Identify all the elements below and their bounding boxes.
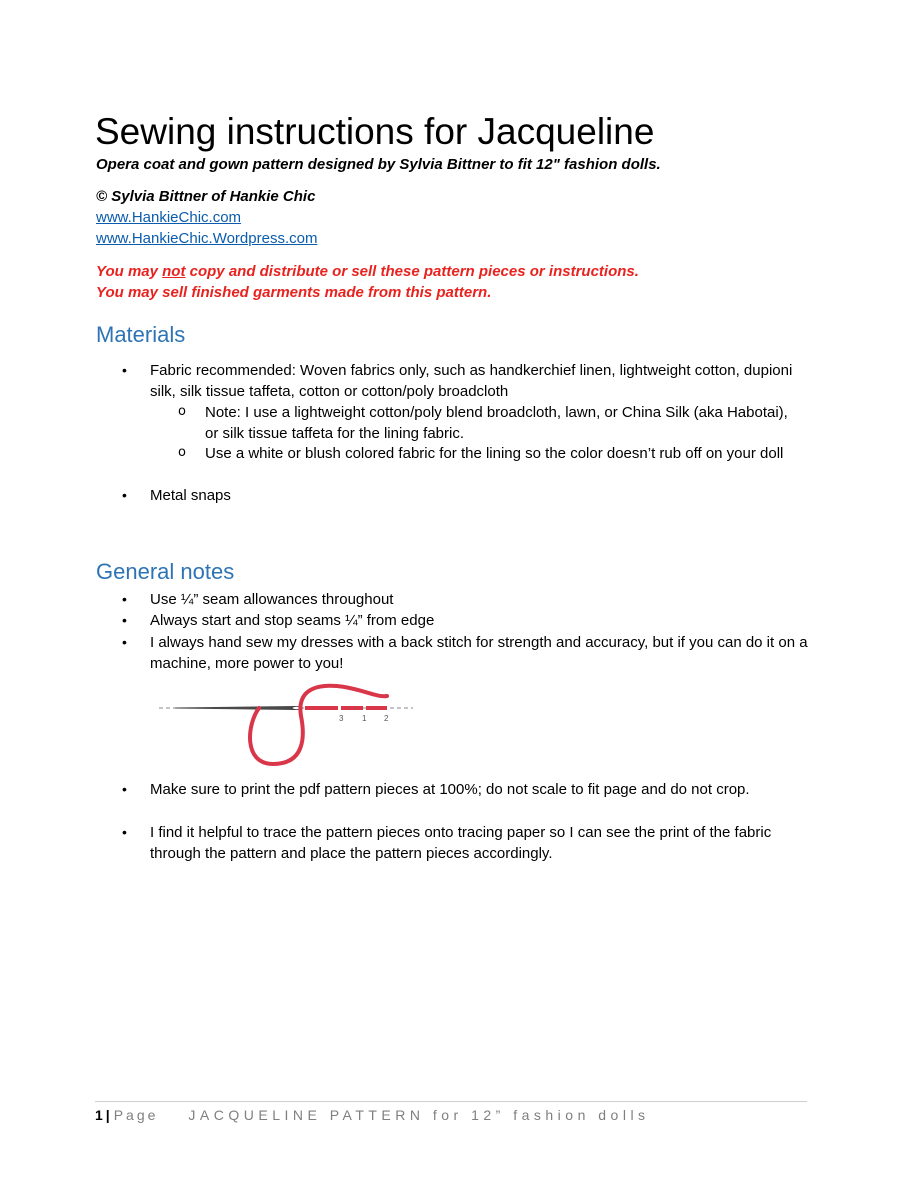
materials-heading: Materials <box>96 322 186 347</box>
materials-subitem-lining: o Use a white or blush colored fabric for the lining so the color doesn’t rub off on your doll <box>205 443 805 464</box>
materials-item-snaps: • Metal snaps <box>150 485 810 506</box>
footer-separator: | <box>105 1107 110 1123</box>
warning-suffix: copy and distribute or sell these pattern pieces or instructions. <box>185 263 639 280</box>
note-seam-allowance: • Use ¼” seam allowances throughout <box>150 589 810 610</box>
footer-text: JACQUELINE PATTERN for 12” fashion dolls <box>188 1107 650 1123</box>
note-back-stitch: • I always hand sew my dresses with a back stitch for strength and accuracy, but if you can do it on a machine, more power to you! <box>150 632 810 674</box>
copy-warning <box>96 261 639 282</box>
note-tracing-paper: • I find it helpful to trace the pattern pieces onto tracing paper so I can see the print of the fabric through the pattern and place the pattern pieces accordingly. <box>150 822 810 864</box>
stitch-label-1: 1 <box>362 714 367 723</box>
stitch-label-3: 3 <box>339 714 344 723</box>
back-stitch-needle-illustration-icon <box>155 676 420 772</box>
hankiechic-link[interactable]: www.HankieChic.com <box>96 209 242 226</box>
hankiechic-wordpress-link[interactable]: www.HankieChic.Wordpress.com <box>96 230 318 247</box>
note-start-stop: • Always start and stop seams ¼” from edge <box>150 610 810 631</box>
page-label: Page <box>113 1107 159 1123</box>
materials-item-fabric: • Fabric recommended: Woven fabrics only, such as handkerchief linen, lightweight cotton, dupioni silk, silk tissue taffeta, cotton or cotton/poly broadcloth <box>150 360 810 402</box>
general-notes-heading: General notes <box>96 559 235 584</box>
warning-prefix: You may <box>96 263 163 280</box>
copyright-line: © Sylvia Bittner of Hankie Chic <box>96 188 316 205</box>
warning-emphasis: not <box>162 263 186 280</box>
sell-permission: You may sell finished garments made from this pattern. <box>96 284 492 301</box>
materials-subitem-note: o Note: I use a lightweight cotton/poly blend broadcloth, lawn, or China Silk (aka Habotai), or silk tissue taffeta for the lining fabric. <box>205 402 805 444</box>
footer-divider <box>95 1101 807 1102</box>
stitch-label-2: 2 <box>384 714 389 723</box>
page-title: Sewing instructions for Jacqueline <box>95 111 655 152</box>
page-subtitle: Opera coat and gown pattern designed by Sylvia Bittner to fit 12" fashion dolls. <box>96 156 661 173</box>
page-number: 1 <box>95 1107 103 1123</box>
note-print-scale: • Make sure to print the pdf pattern pieces at 100%; do not scale to fit page and do not crop. <box>150 779 810 800</box>
page-footer <box>95 1106 650 1124</box>
